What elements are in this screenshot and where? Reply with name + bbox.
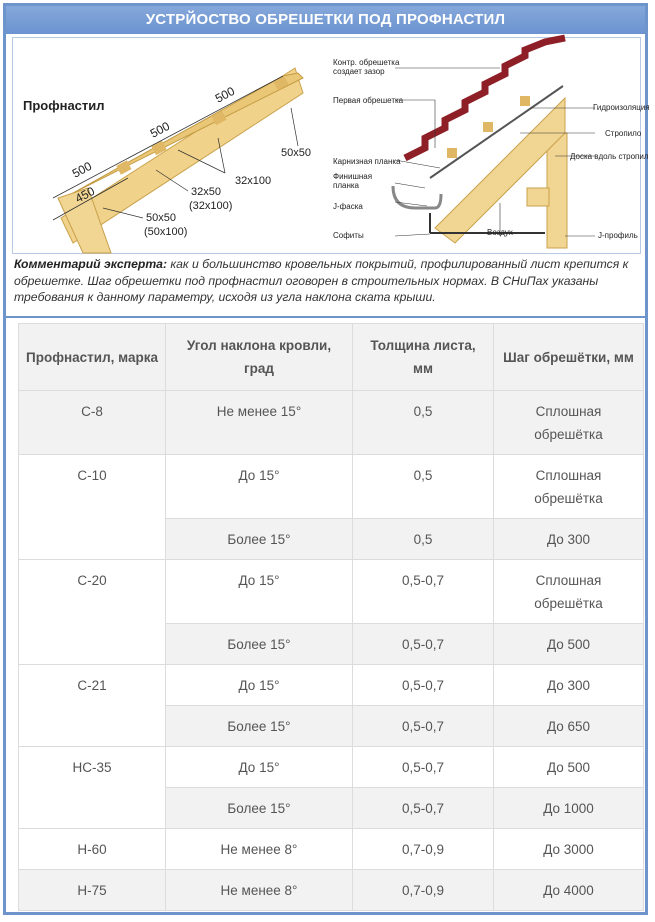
section-divider xyxy=(6,316,645,318)
svg-text:Первая обрешетка: Первая обрешетка xyxy=(333,96,404,105)
dim-32x100-alt: (32x100) xyxy=(189,200,233,212)
table-row: НС-35 До 15° 0,5-0,7 До 500 xyxy=(19,747,644,788)
table-row: С-10 До 15° 0,5 Сплошная обрешётка xyxy=(19,455,644,519)
svg-text:Софиты: Софиты xyxy=(333,231,364,240)
expert-comment xyxy=(14,256,642,306)
table-row: Более 15° 0,5-0,7 До 650 xyxy=(19,706,644,747)
svg-text:Гидроизоляция: Гидроизоляция xyxy=(593,103,650,112)
table-row: Н-75 Не менее 8° 0,7-0,9 До 4000 xyxy=(19,870,644,911)
figure-area xyxy=(12,37,650,254)
spec-table-wrap xyxy=(18,323,643,911)
dim-32x50: 32x50 xyxy=(191,186,221,198)
page-title: УСТРЙОСТВО ОБРЕШЕТКИ ПОД ПРОФНАСТИЛ xyxy=(6,6,645,34)
table-row: Н-60 Не менее 8° 0,7-0,9 До 3000 xyxy=(19,829,644,870)
comment-text: как и большинство кровельных покрытий, профилированный лист крепится к обрешетке. Шаг обрешетки под профнастил оговорен в строительных нормах. В СНиПах указаны требования к данному параметру, исходя из угла наклона ската крыши. xyxy=(14,257,629,304)
svg-text:Воздух: Воздух xyxy=(487,228,513,237)
header-brand: Профнастил, марка xyxy=(19,324,166,391)
diagram-heading: Профнастил xyxy=(23,98,105,113)
counter-batten xyxy=(447,148,457,158)
support-block xyxy=(527,188,549,206)
batten-diagram xyxy=(13,38,313,253)
header-step: Шаг обрешётки, мм xyxy=(494,324,644,391)
svg-text:Доска вдоль стропил: Доска вдоль стропил xyxy=(570,152,649,161)
svg-text:Стропило: Стропило xyxy=(605,129,642,138)
comment-lead: Комментарий эксперта: xyxy=(14,257,167,271)
roof-section-diagram xyxy=(315,38,650,253)
table-row: Более 15° 0,5 До 300 xyxy=(19,519,644,560)
table-row: С-8 Не менее 15° 0,5 Сплошная обрешётка xyxy=(19,391,644,455)
spec-table xyxy=(18,323,644,911)
dim-50x50-top: 50x50 xyxy=(281,147,311,159)
svg-text:J-фаска: J-фаска xyxy=(333,202,363,211)
svg-text:Карнизная планка: Карнизная планка xyxy=(333,157,401,166)
table-row: Более 15° 0,5-0,7 До 500 xyxy=(19,624,644,665)
wall-post xyxy=(547,133,567,248)
dim-32x100: 32x100 xyxy=(235,175,272,187)
dim-500-c: 500 xyxy=(212,83,238,106)
dim-450: 450 xyxy=(72,183,98,206)
dim-50x50-bottom: 50x50 xyxy=(146,212,176,224)
table-row: Более 15° 0,5-0,7 До 1000 xyxy=(19,788,644,829)
table-row: С-21 До 15° 0,5-0,7 До 300 xyxy=(19,665,644,706)
dim-50x100: (50x100) xyxy=(144,226,188,238)
header-thickness: Толщина листа, мм xyxy=(353,324,494,391)
svg-text:создает зазор: создает зазор xyxy=(333,67,385,76)
dim-500-b: 500 xyxy=(147,118,173,141)
header-angle: Угол наклона кровли, град xyxy=(166,324,353,391)
svg-text:планка: планка xyxy=(333,181,359,190)
svg-text:Финишная: Финишная xyxy=(333,172,373,181)
infographic-frame xyxy=(3,3,648,915)
svg-text:J-профиль: J-профиль xyxy=(598,231,638,240)
table-row: С-20 До 15° 0,5-0,7 Сплошная обрешётка xyxy=(19,560,644,624)
dim-500-a: 500 xyxy=(69,158,95,181)
svg-text:Контр. обрешетка: Контр. обрешетка xyxy=(333,58,400,67)
